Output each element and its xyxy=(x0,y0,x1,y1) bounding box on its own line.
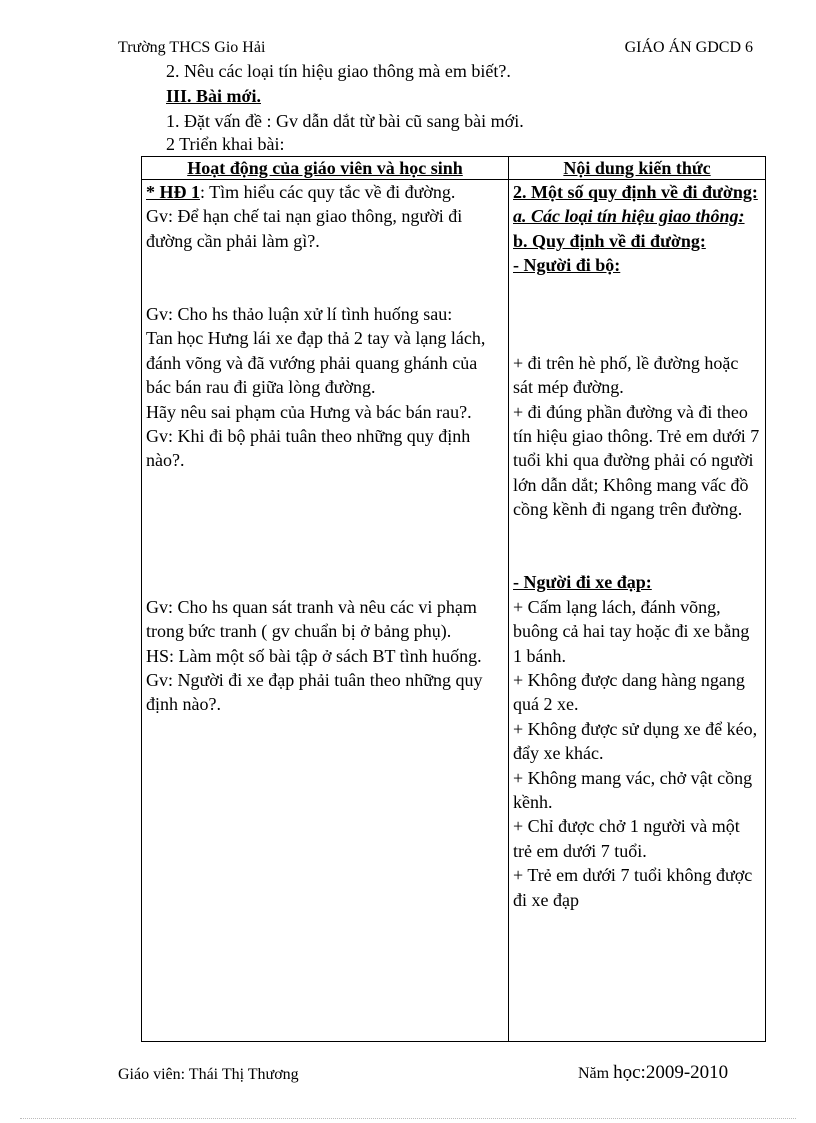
content-heading-b: b. Quy định về đi đường: xyxy=(513,230,706,251)
subheading-pedestrian: - Người đi bộ: xyxy=(513,255,621,276)
cyclist-rule-4: + Không mang vác, chở vật cồng kềnh. xyxy=(513,767,753,813)
step-2-text: 2 Triển khai bài: xyxy=(166,134,285,154)
col-header-activities: Hoạt động của giáo viên và học sinh xyxy=(142,157,509,180)
lesson-table xyxy=(141,156,766,1042)
content-cell xyxy=(509,180,766,1042)
table-body-row xyxy=(142,180,766,1042)
subject-title: GIÁO ÁN GDCD 6 xyxy=(624,39,753,56)
section-heading-new-lesson: III. Bài mới. xyxy=(166,86,261,106)
activity-1-text: : Tìm hiểu các quy tắc về đi đường. xyxy=(200,182,456,202)
activity-1-label: * HĐ 1 xyxy=(146,182,200,202)
pedestrian-rule-2: + đi đúng phần đường và đi theo tín hiệu giao thông. Trẻ em dưới 7 tuổi khi qua đường phải có người lớn dẫn dắt; Không mang vấc đồ cồng kềnh đi ngang trên đường. xyxy=(513,401,760,520)
school-year-label: Năm xyxy=(578,1065,614,1082)
col-header-content: Nội dung kiến thức xyxy=(509,157,766,180)
cyclist-rule-3: + Không được sử dụng xe để kéo, đẩy xe khác. xyxy=(513,718,758,764)
cyclist-rule-5: + Chỉ được chở 1 người và một trẻ em dưới 7 tuổi. xyxy=(513,816,740,861)
table-header-row xyxy=(142,157,766,180)
content-heading-a: a. Các loại tín hiệu giao thông: xyxy=(513,206,745,227)
teacher-question-cycling: Gv: Người đi xe đạp phải tuân theo những quy định nào?. xyxy=(146,670,483,715)
school-year-value: học:2009-2010 xyxy=(613,1062,729,1083)
activities-cell xyxy=(142,180,509,1042)
cyclist-rule-1: + Cấm lạng lách, đánh võng, buông cả hai tay hoặc đi xe bằng 1 bánh. xyxy=(513,596,750,666)
teacher-question-1: Gv: Để hạn chế tai nạn giao thông, người đi đường cần phải làm gì?. xyxy=(146,206,463,251)
pedestrian-rule-1: + đi trên hè phố, lề đường hoặc sát mép đường. xyxy=(513,352,739,398)
teacher-name: Giáo viên: Thái Thị Thương xyxy=(118,1066,299,1083)
cyclist-rule-6: + Trẻ em dưới 7 tuổi không được đi xe đạp xyxy=(513,865,753,910)
school-name: Trường THCS Gio Hải xyxy=(118,39,266,56)
situation-text: Tan học Hưng lái xe đạp thả 2 tay và lạng lách, đánh võng và đã vướng phải quang ghánh của bác bán rau đi giữa lòng đường. xyxy=(146,328,486,398)
activity-1 xyxy=(146,180,504,204)
teacher-prompt-discussion: Gv: Cho hs thảo luận xử lí tình huống sau: xyxy=(146,304,453,324)
content-heading-2: 2. Một số quy định về đi đường: xyxy=(513,182,758,202)
situation-question: Hãy nêu sai phạm của Hưng và bác bán rau?. xyxy=(146,401,472,422)
subheading-cyclist: - Người đi xe đạp: xyxy=(513,572,652,593)
page-bottom-divider xyxy=(20,1118,796,1119)
teacher-prompt-picture: Gv: Cho hs quan sát tranh và nêu các vi phạm trong bức tranh ( gv chuẩn bị ở bảng phụ). xyxy=(146,596,477,642)
student-exercise: HS: Làm một số bài tập ở sách BT tình huống. xyxy=(146,645,482,666)
step-1-text: 1. Đặt vấn đề : Gv dẫn dắt từ bài cũ sang bài mới. xyxy=(166,111,524,131)
teacher-question-walking: Gv: Khi đi bộ phải tuân theo những quy định nào?. xyxy=(146,426,471,471)
cyclist-rule-2: + Không được dang hàng ngang quá 2 xe. xyxy=(513,670,745,715)
review-question-2: 2. Nêu các loại tín hiệu giao thông mà em biết?. xyxy=(166,61,511,81)
school-year xyxy=(578,1062,728,1084)
